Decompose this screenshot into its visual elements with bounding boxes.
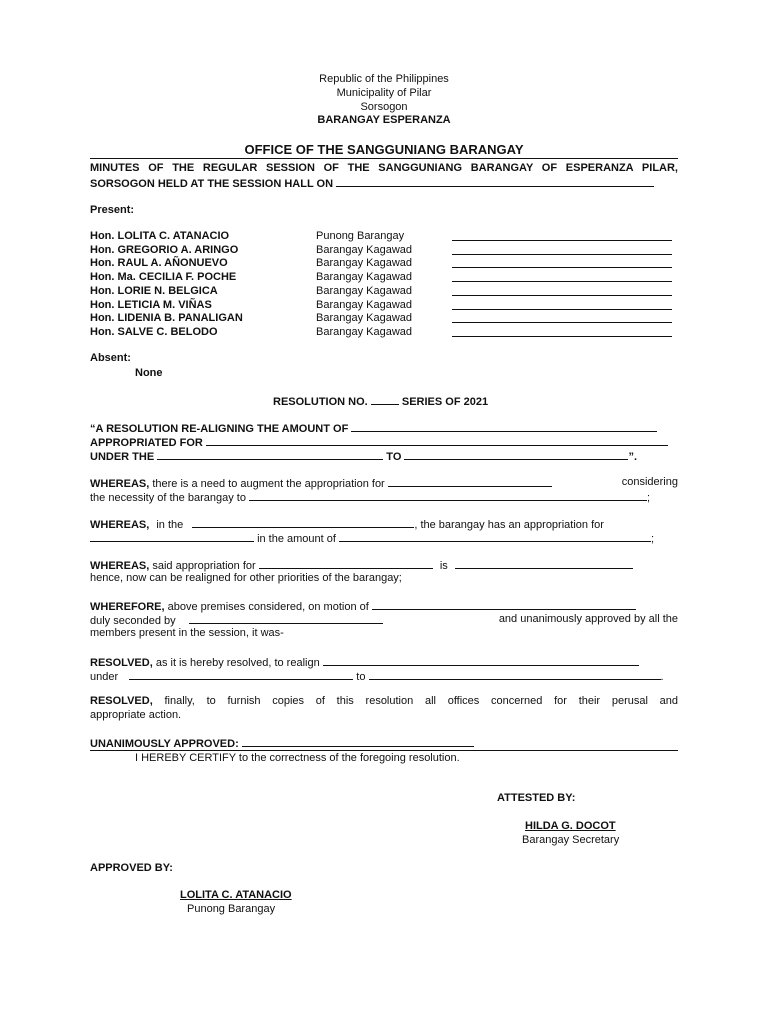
member-name: Hon. RAUL A. AÑONUEVO <box>90 257 228 270</box>
member-position: Barangay Kagawad <box>316 325 413 338</box>
unanimous-line <box>90 735 678 751</box>
resolved1-to: to <box>356 671 366 683</box>
member-signature-line <box>452 336 672 337</box>
whereas2-blank1 <box>192 516 414 528</box>
captain-title: Punong Barangay <box>187 903 276 915</box>
whereas2-keyword: WHEREAS, <box>90 519 150 531</box>
resolved1-under: under <box>90 671 119 683</box>
member-signature-line <box>452 254 672 255</box>
resolution-series: SERIES OF 2021 <box>401 396 489 408</box>
minutes-line2-text: SORSOGON HELD AT THE SESSION HALL ON <box>90 178 334 190</box>
member-signature-line <box>452 240 672 241</box>
member-row <box>90 284 678 298</box>
member-position: Barangay Kagawad <box>316 312 413 325</box>
member-row <box>90 325 678 339</box>
header-municipality: Municipality of Pilar <box>336 87 432 99</box>
whereas3-blank2 <box>455 557 633 569</box>
certify-text: I HEREBY CERTIFY to the correctness of the foregoing resolution. <box>135 752 460 764</box>
present-label: Present: <box>90 204 135 216</box>
whereas1-semicolon: ; <box>647 492 651 504</box>
session-date-blank <box>336 175 654 187</box>
member-signature-line <box>452 322 672 323</box>
member-signature-line <box>452 267 672 268</box>
resolved2-line2: appropriate action. <box>90 709 182 721</box>
absent-label: Absent: <box>90 352 131 364</box>
attested-by-label: ATTESTED BY: <box>497 792 576 804</box>
resolution-close-quote: ”. <box>628 451 637 463</box>
resolved1-keyword: RESOLVED, <box>90 657 153 669</box>
whereas2-semicolon: ; <box>651 533 655 545</box>
whereas1-text2: the necessity of the barangay to <box>90 492 246 504</box>
resolved2-text: finally, to furnish copies of this resolution all offices concerned for their perusal and <box>164 695 678 707</box>
member-name: Hon. SALVE C. BELODO <box>90 325 218 338</box>
member-row <box>90 243 678 257</box>
secretary-name: HILDA G. DOCOT <box>525 820 616 832</box>
resolved2-keyword: RESOLVED, <box>90 695 153 707</box>
member-name: Hon. LOLITA C. ATANACIO <box>90 230 230 242</box>
wherefore-blank2 <box>189 612 383 624</box>
whereas1-blank1 <box>388 475 552 487</box>
member-signature-line <box>452 309 672 310</box>
wherefore-keyword: WHEREFORE, <box>90 601 165 613</box>
whereas3-blank1 <box>259 557 433 569</box>
resolved1-blank1 <box>323 654 639 666</box>
secretary-title: Barangay Secretary <box>522 834 620 846</box>
member-position: Punong Barangay <box>316 230 405 242</box>
unanimous-label: UNANIMOUSLY APPROVED: <box>90 738 239 750</box>
member-position: Barangay Kagawad <box>316 257 413 270</box>
member-position: Barangay Kagawad <box>316 271 413 284</box>
member-signature-line <box>452 295 672 296</box>
resolution-to: TO <box>386 451 402 463</box>
under-blank <box>157 448 383 460</box>
whereas3-line2: hence, now can be realigned for other priorities of the barangay; <box>90 572 402 584</box>
member-position: Barangay Kagawad <box>316 284 413 297</box>
whereas2-text: , the barangay has an appropriation for <box>414 519 604 531</box>
resolved1-blank3 <box>369 668 661 680</box>
captain-name: LOLITA C. ATANACIO <box>180 889 292 901</box>
approved-by-label: APPROVED BY: <box>90 862 173 874</box>
resolution-title-text1: “A RESOLUTION RE-ALIGNING THE AMOUNT OF <box>90 423 349 435</box>
resolved1-period: . <box>660 671 664 683</box>
resolution-under-the: UNDER THE <box>90 451 155 463</box>
absent-value: None <box>135 367 163 379</box>
member-name: Hon. LORIE N. BELGICA <box>90 284 218 297</box>
minutes-line2 <box>90 175 678 191</box>
member-row <box>90 298 678 312</box>
wherefore-seconded: duly seconded by <box>90 615 176 627</box>
member-row <box>90 256 678 270</box>
wherefore-line3: members present in the session, it was- <box>90 627 284 639</box>
wherefore-blank1 <box>372 598 636 610</box>
whereas3-keyword: WHEREAS, <box>90 560 150 572</box>
unanimous-blank <box>242 735 474 747</box>
whereas1-line2 <box>90 489 678 505</box>
member-name: Hon. LIDENIA B. PANALIGAN <box>90 312 243 325</box>
whereas1-keyword: WHEREAS, <box>90 478 150 490</box>
resolved1-blank2 <box>129 668 353 680</box>
member-row <box>90 229 678 243</box>
member-row <box>90 311 678 325</box>
member-name: Hon. GREGORIO A. ARINGO <box>90 243 239 256</box>
resolved1-line2 <box>90 668 678 684</box>
whereas2-blank3 <box>339 530 651 542</box>
member-name: Hon. LETICIA M. VIÑAS <box>90 298 212 311</box>
whereas2-in-amount: in the amount of <box>257 533 336 545</box>
resolution-no-prefix: RESOLUTION NO. <box>273 396 368 408</box>
minutes-line1: MINUTES OF THE REGULAR SESSION OF THE SANGGUNIANG BARANGAY OF ESPERANZA PILAR, <box>90 162 678 174</box>
whereas3-text: said appropriation for <box>152 560 256 572</box>
wherefore-approved: and unanimously approved by all the <box>498 613 678 625</box>
whereas1-considering: considering <box>621 476 678 488</box>
whereas2-blank2 <box>90 530 254 542</box>
wherefore-text: above premises considered, on motion of <box>167 601 369 613</box>
member-position: Barangay Kagawad <box>316 243 413 256</box>
whereas2-in-the: in the <box>156 519 184 531</box>
member-row <box>90 270 678 284</box>
office-title: OFFICE OF THE SANGGUNIANG BARANGAY <box>244 142 524 157</box>
whereas1-blank2 <box>249 489 647 501</box>
header-barangay: BARANGAY ESPERANZA <box>317 114 451 126</box>
resolved2-line1 <box>90 694 678 708</box>
resolution-title-line3 <box>90 448 678 464</box>
title-divider <box>90 158 678 159</box>
resolution-title-text2: APPROPRIATED FOR <box>90 437 203 449</box>
resolved1-text: as it is hereby resolved, to realign <box>155 657 320 669</box>
whereas2-line2 <box>90 530 678 546</box>
resolution-no-blank <box>371 393 399 405</box>
resolution-number <box>273 393 573 409</box>
header-province: Sorsogon <box>360 101 408 113</box>
amount-blank <box>351 420 657 432</box>
to-blank <box>404 448 628 460</box>
member-name: Hon. Ma. CECILIA F. POCHE <box>90 271 237 284</box>
member-signature-line <box>452 281 672 282</box>
appropriated-for-blank <box>206 434 668 446</box>
whereas1-text: there is a need to augment the appropriation for <box>152 478 385 490</box>
whereas3-is: is <box>439 560 448 572</box>
header-republic: Republic of the Philippines <box>319 73 449 85</box>
member-position: Barangay Kagawad <box>316 298 413 311</box>
